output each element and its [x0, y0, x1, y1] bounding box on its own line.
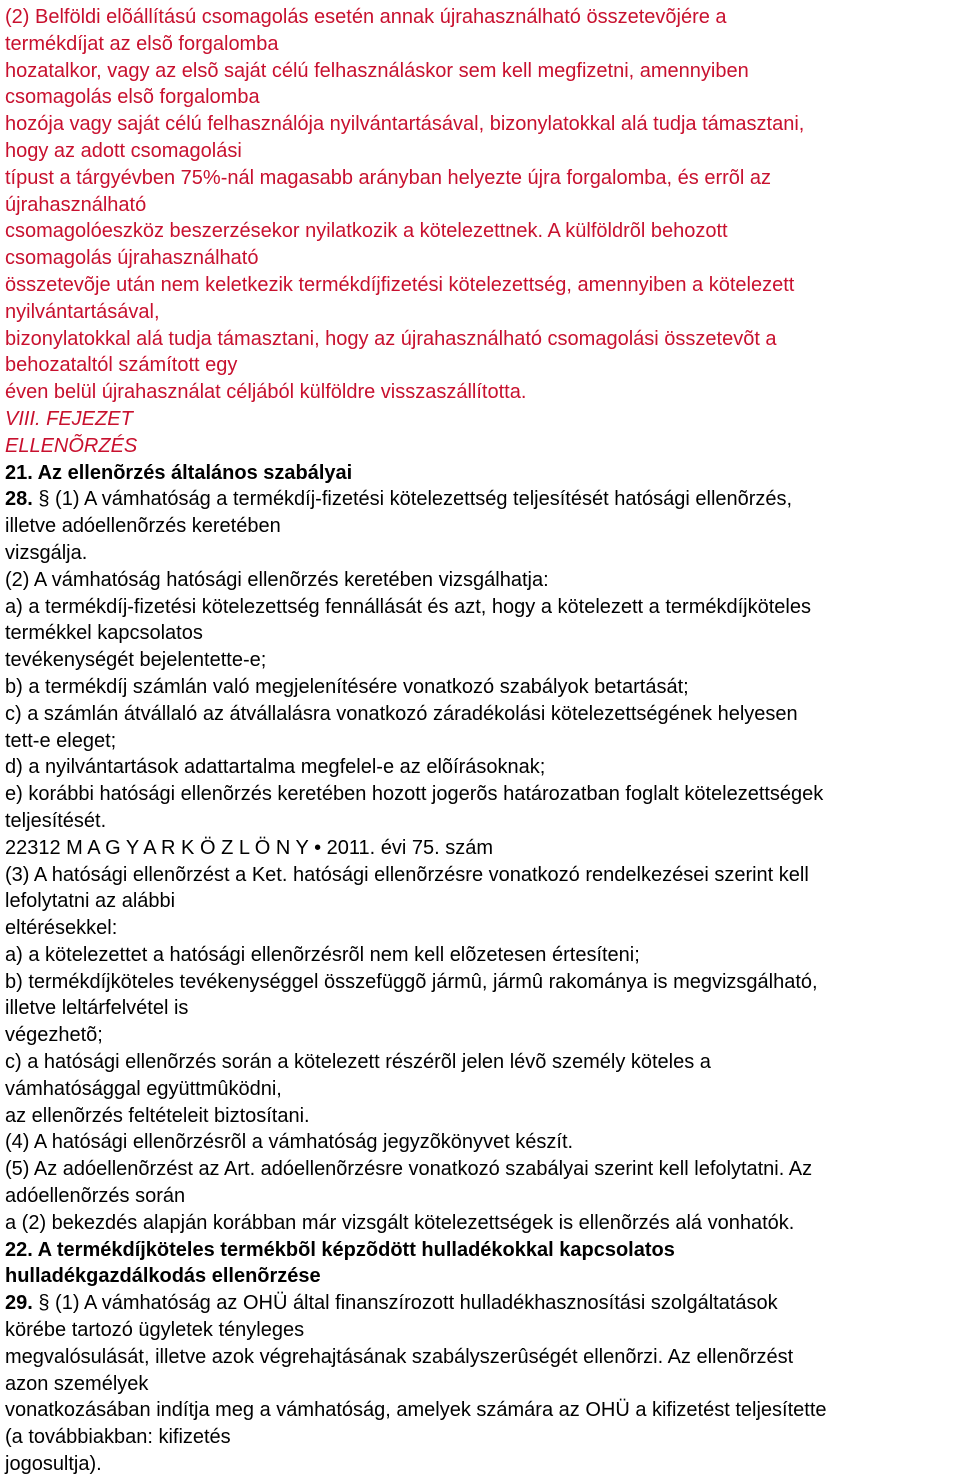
section-number: 28. — [5, 488, 33, 511]
text-line: b) termékdíjköteles tevékenységgel összefüggõ jármû, jármû rakománya is megvizsgálható, — [5, 970, 818, 993]
text-line: teljesítését. — [5, 809, 107, 832]
text-line: (2) A vámhatóság hatósági ellenõrzés keretében vizsgálhatja: — [5, 568, 549, 591]
text-line: hozója vagy saját célú felhasználója nyilvántartásával, bizonylatokkal alá tudja támasztani, — [5, 113, 805, 136]
section-number: 29. — [5, 1292, 33, 1315]
text-line: végezhetõ; — [5, 1024, 103, 1047]
text-line: 22312 M A G Y A R K Ö Z L Ö N Y • 2011. évi 75. szám — [5, 836, 494, 859]
text-line: újrahasználható — [5, 193, 147, 216]
text-line: típust a tárgyévben 75%-nál magasabb arányban helyezte újra forgalomba, és errõl az — [5, 166, 772, 189]
text-line: (2) Belföldi elõállítású csomagolás esetén annak újrahasználható összetevõjére a — [5, 6, 727, 28]
text-line: csomagolás újrahasználható — [5, 247, 259, 270]
text-line: hozatalkor, vagy az elsõ saját célú felhasználáskor sem kell megfizetni, amennyiben — [5, 59, 749, 82]
text-line: hogy az adott csomagolási — [5, 139, 242, 162]
text-line: a) a kötelezettet a hatósági ellenõrzésrõl nem kell elõzetesen értesíteni; — [5, 943, 640, 966]
text-line: termékdíjat az elsõ forgalomba — [5, 32, 279, 55]
text-line: a) a termékdíj-fizetési kötelezettség fennállását és azt, hogy a kötelezett a termékdíjköteles — [5, 595, 811, 618]
section-text: (1) A vámhatóság az OHÜ által finanszírozott hulladékhasznosítási szolgáltatások — [49, 1292, 778, 1315]
text-line: eltérésekkel: — [5, 917, 118, 940]
text-line: az ellenõrzés feltételeit biztosítani. — [5, 1104, 310, 1127]
text-line: vámhatósággal együttmûködni, — [5, 1077, 282, 1100]
text-line: csomagolóeszköz beszerzésekor nyilatkozik a kötelezettnek. A külföldrõl behozott — [5, 220, 728, 243]
text-line: bizonylatokkal alá tudja támasztani, hogy az újrahasználható csomagolási összetevõt a — [5, 327, 777, 350]
text-line: adóellenõrzés során — [5, 1185, 186, 1208]
text-line: tett-e eleget; — [5, 729, 117, 752]
text-line: illetve adóellenõrzés keretében — [5, 515, 281, 538]
chapter-heading: VIII. FEJEZET — [5, 407, 133, 430]
text-line: azon személyek — [5, 1372, 149, 1395]
text-line: behozataltól számított egy — [5, 354, 238, 377]
text-line: (5) Az adóellenõrzést az Art. adóellenõrzésre vonatkozó szabályai szerint kell lefolytatni. Az — [5, 1158, 813, 1181]
text-line: tevékenységét bejelentette-e; — [5, 649, 267, 672]
text-line: a (2) bekezdés alapján korábban már vizsgált kötelezettségek is ellenõrzés alá vonhatók. — [5, 1211, 795, 1234]
text-line: (4) A hatósági ellenõrzésrõl a vámhatóság jegyzõkönyvet készít. — [5, 1131, 574, 1154]
heading-line: hulladékgazdálkodás ellenõrzése — [5, 1265, 321, 1288]
chapter-heading: ELLENÕRZÉS — [5, 434, 138, 457]
text-line: b) a termékdíj számlán való megjelenítésére vonatkozó szabályok betartását; — [5, 675, 689, 698]
section-line — [5, 486, 960, 513]
text-line: vizsgálja. — [5, 541, 88, 564]
section-sign: § — [32, 1292, 50, 1315]
text-line: termékkel kapcsolatos — [5, 622, 203, 645]
text-line: körébe tartozó ügyletek tényleges — [5, 1319, 305, 1342]
section-sign: § — [32, 488, 50, 511]
text-line: (3) A hatósági ellenõrzést a Ket. hatósági ellenõrzésre vonatkozó rendelkezései szerint kell — [5, 863, 809, 886]
section-line — [5, 1290, 960, 1317]
text-line: c) a hatósági ellenõrzés során a kötelezett részérõl jelen lévõ személy köteles a — [5, 1051, 711, 1074]
text-line: c) a számlán átvállaló az átvállalásra vonatkozó záradékolási kötelezettségének helyesen — [5, 702, 798, 725]
text-line: lefolytatni az alábbi — [5, 890, 176, 913]
text-line: csomagolás elsõ forgalomba — [5, 86, 260, 109]
text-line: nyilvántartásával, — [5, 300, 160, 323]
text-line: illetve leltárfelvétel is — [5, 997, 189, 1020]
text-line: megvalósulását, illetve azok végrehajtásának szabályszerûségét ellenõrzi. Az ellenõrzést — [5, 1345, 794, 1368]
text-line: vonatkozásában indítja meg a vámhatóság, amelyek számára az OHÜ a kifizetést teljesítette — [5, 1399, 827, 1422]
text-line: d) a nyilvántartások adattartalma megfelel-e az elõírásoknak; — [5, 756, 546, 779]
text-line: éven belül újrahasználat céljából külföldre visszaszállította. — [5, 381, 527, 404]
text-line: összetevõje után nem keletkezik termékdíjfizetési kötelezettség, amennyiben a kötelezett — [5, 273, 795, 296]
text-line: jogosultja). — [5, 1453, 102, 1476]
heading-line: 22. A termékdíjköteles termékbõl képzõdött hulladékokkal kapcsolatos — [5, 1238, 675, 1261]
text-line: e) korábbi hatósági ellenõrzés keretében hozott jogerõs határozatban foglalt kötelezettségek — [5, 783, 824, 806]
text-line: (a továbbiakban: kifizetés — [5, 1426, 231, 1449]
section-text: (1) A vámhatóság a termékdíj-fizetési kötelezettség teljesítését hatósági ellenõrzés, — [49, 488, 793, 511]
heading-line: 21. Az ellenõrzés általános szabályai — [5, 461, 353, 484]
